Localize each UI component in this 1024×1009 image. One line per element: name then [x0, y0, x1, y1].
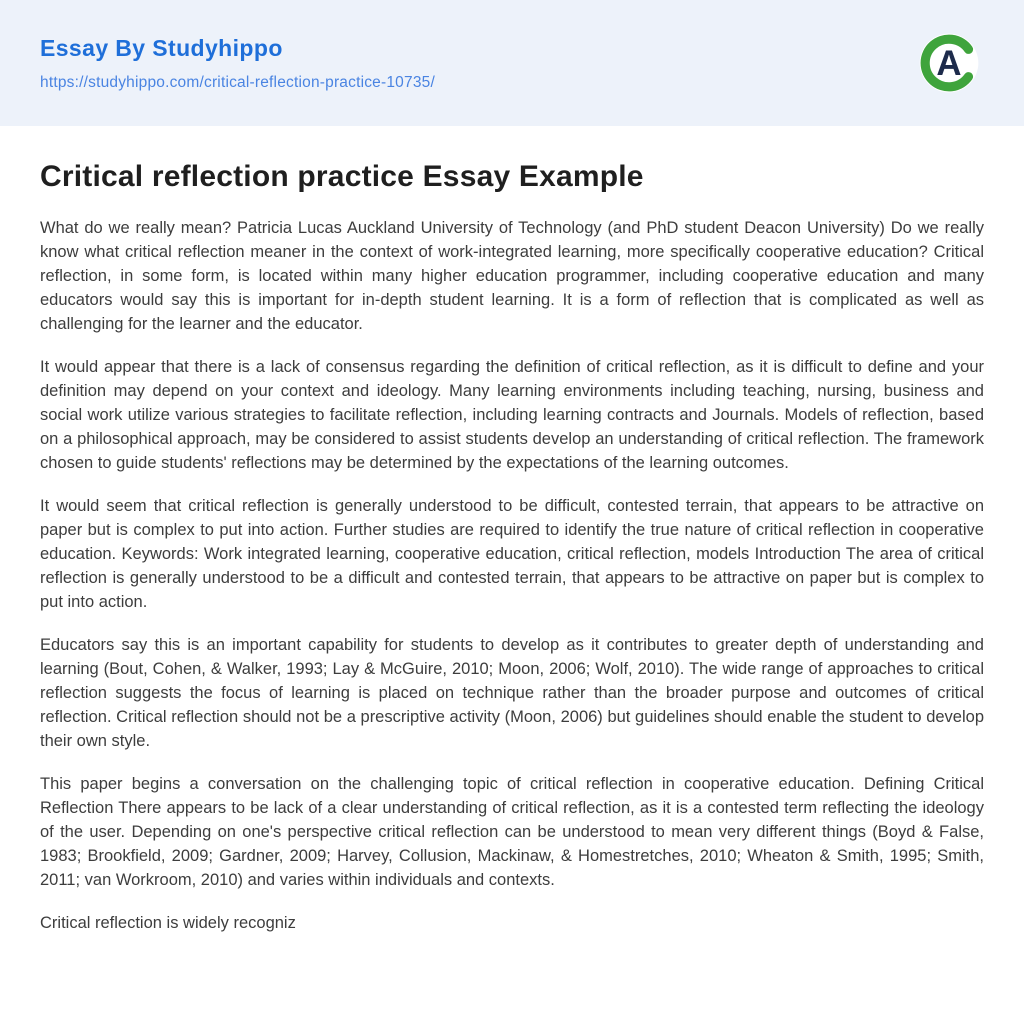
article-paragraph-1: What do we really mean? Patricia Lucas Auckland University of Technology (and PhD student Deacon University) Do we really know what critical reflection meaner in the context of work-integrated learning, more specifically cooperative education? Critical reflection, in some form, is located within many higher education programmer, including cooperative education and many educators would say this is important for in-depth student learning. It is a form of reflection that is complicated as well as challenging for the learner and the educator. — [40, 219, 984, 333]
article-url-link[interactable]: https://studyhippo.com/critical-reflection-practice-10735/ — [40, 73, 435, 91]
studyhippo-logo-icon — [916, 30, 982, 96]
article-paragraph-6: Critical reflection is widely recogniz — [40, 914, 296, 932]
article-paragraph-3: It would seem that critical reflection is generally understood to be difficult, contested terrain, that appears to be attractive on paper but is complex to put into action. Further studies are required to identify the true nature of critical reflection in cooperative education. Keywords: Work integrated learning, cooperative education, critical reflection, models Introduction The area of critical reflection is generally understood to be a difficult and contested terrain, that appears to be attractive on paper but is complex to put into action. — [40, 497, 984, 611]
article-paragraph-2: It would appear that there is a lack of consensus regarding the definition of critical reflection, as it is difficult to define and your definition may depend on your context and ideology. Many learning environments including teaching, nursing, business and social work utilize various strategies to facilitate reflection, including learning contracts and Journals. Models of reflection, based on a philosophical approach, may be considered to assist students develop an understanding of critical reflection. The framework chosen to guide students' reflections may be determined by the expectations of the learning outcomes. — [40, 358, 984, 472]
header-text — [40, 35, 435, 92]
article-title: Critical reflection practice Essay Example — [40, 160, 644, 193]
logo-letter: A — [936, 43, 962, 83]
article — [0, 126, 1024, 971]
site-header — [0, 0, 1024, 126]
article-paragraph-4: Educators say this is an important capability for students to develop as it contributes to greater depth of understanding and learning (Bout, Cohen, & Walker, 1993; Lay & McGuire, 2010; Moon, 2006; Wolf, 2010). The wide range of approaches to critical reflection suggests the focus of learning is placed on technique rather than the broader purpose and outcomes of critical reflection. Critical reflection should not be a prescriptive activity (Moon, 2006) but guidelines should enable the student to develop their own style. — [40, 636, 984, 750]
article-paragraph-5: This paper begins a conversation on the challenging topic of critical reflection in cooperative education. Defining Critical Reflection There appears to be lack of a clear understanding of critical reflection, as it is a contested term reflecting the ideology of the user. Depending on one's perspective critical reflection can be understood to mean very different things (Boyd & False, 1983; Brookfield, 2009; Gardner, 2009; Harvey, Collusion, Mackinaw, & Homestretches, 2010; Wheaton & Smith, 1995; Smith, 2011; van Workroom, 2010) and varies within individuals and contexts. — [40, 775, 984, 889]
site-title: Essay By Studyhippo — [40, 34, 283, 61]
